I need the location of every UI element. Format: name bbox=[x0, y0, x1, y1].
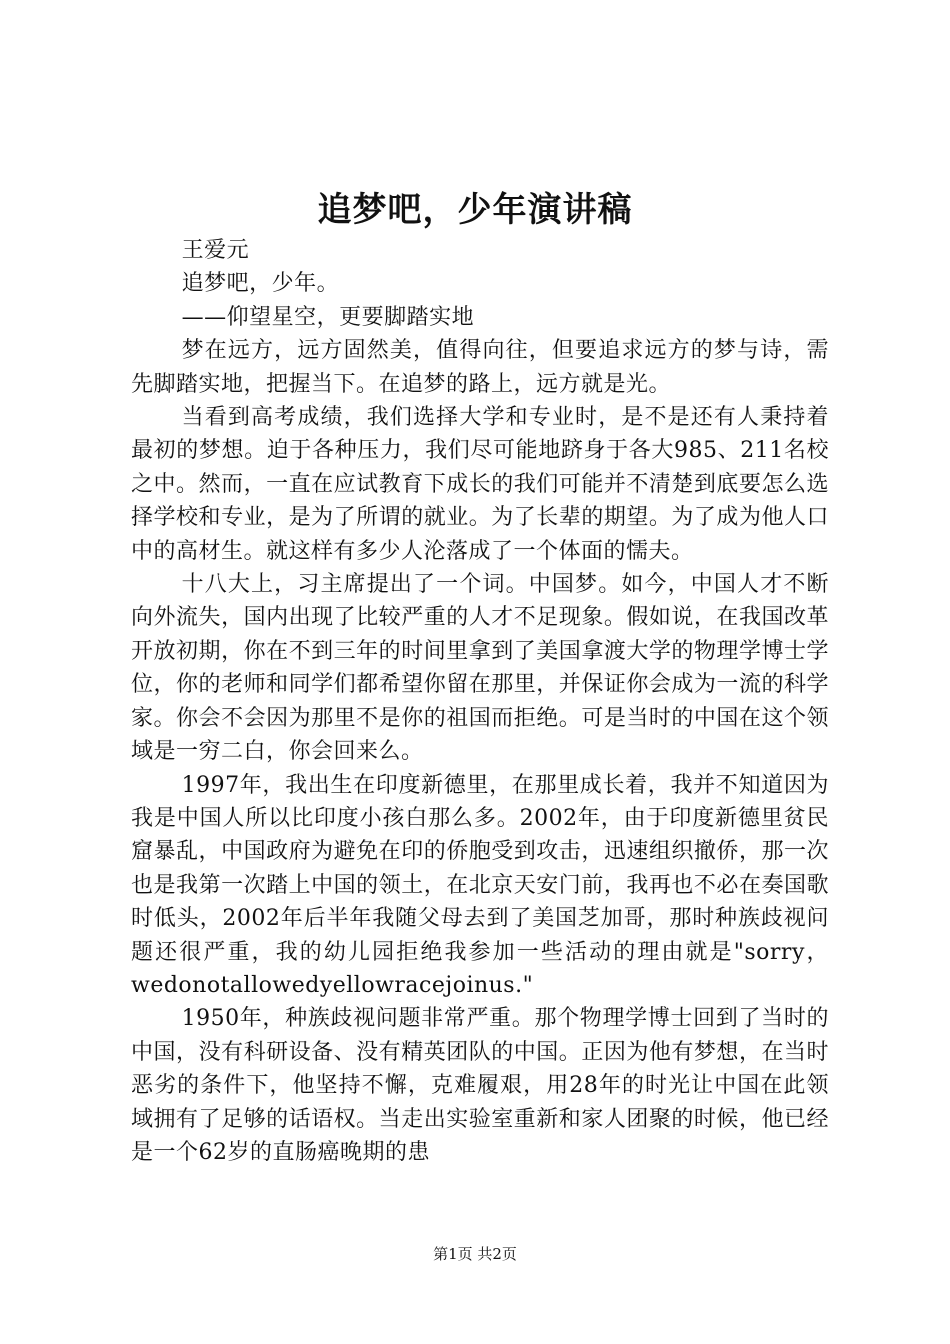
paragraph: 梦在远方，远方固然美，值得向往，但要追求远方的梦与诗，需先脚踏实地，把握当下。在追梦的路上，远方就是光。 bbox=[131, 338, 829, 397]
paragraph: 1950年，种族歧视问题非常严重。那个物理学博士回到了当时的中国，没有科研设备、没有精英团队的中国。正因为他有梦想，在当时恶劣的条件下，他坚持不懈，克难履艰，用28年的时光让中国在此领域拥有了足够的话语权。当走出实验室重新和家人团聚的时候，他已经是一个62岁的直肠癌晚期的患 bbox=[131, 1006, 829, 1165]
page-title: 追梦吧，少年演讲稿 bbox=[317, 190, 633, 230]
paragraph: 1997年，我出生在印度新德里，在那里成长着，我并不知道因为我是中国人所以比印度小孩白那么多。2002年，由于印度新德里贫民窟暴乱，中国政府为避免在印的侨胞受到攻击，迅速组织撤侨，那一次也是我第一次踏上中国的领土，在北京天安门前，我再也不必在奏国歌时低头，2002年后半年我随父母去到了美国芝加哥，那时种族歧视问题还很严重，我的幼儿园拒绝我参加一些活动的理由就是"sorry，wedonotallowedyellowracejoinus." bbox=[131, 772, 829, 998]
page-footer: 第1页 共2页 bbox=[433, 1245, 517, 1263]
speech-heading: 追梦吧，少年。 bbox=[181, 271, 340, 297]
paragraph: 当看到高考成绩，我们选择大学和专业时，是不是还有人秉持着最初的梦想。迫于各种压力，我们尽可能地跻身于各大985、211名校之中。然而，一直在应试教育下成长的我们可能并不清楚到底要怎么选择学校和专业，是为了所谓的就业。为了长辈的期望。为了成为他人口中的高材生。就这样有多少人沦落成了一个体面的懦夫。 bbox=[131, 405, 829, 564]
paragraph: 十八大上，习主席提出了一个词。中国梦。如今，中国人才不断向外流失，国内出现了比较严重的人才不足现象。假如说，在我国改革开放初期，你在不到三年的时间里拿到了美国拿渡大学的物理学博士学位，你的老师和同学们都希望你留在那里，并保证你会成为一流的科学家。你会不会因为那里不是你的祖国而拒绝。可是当时的中国在这个领域是一穷二白，你会回来么。 bbox=[131, 572, 829, 765]
document-body bbox=[131, 234, 829, 1169]
author-name: 王爱元 bbox=[181, 238, 250, 263]
speech-subheading: ——仰望星空，更要脚踏实地 bbox=[181, 304, 475, 330]
